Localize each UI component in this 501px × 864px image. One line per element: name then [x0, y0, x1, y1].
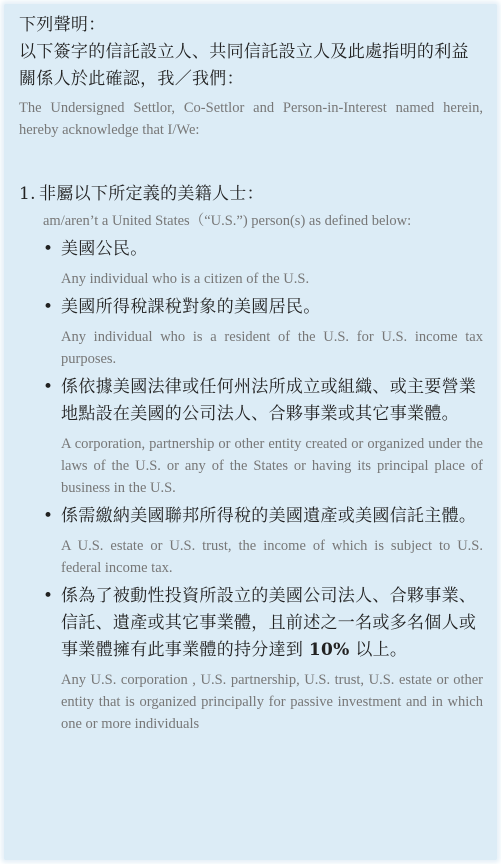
- list-item: [43, 583, 483, 735]
- intro-statement-en: The Undersigned Settlor, Co-Settlor and Person-in-Interest named herein, hereby acknowledge that I/We:: [19, 100, 483, 138]
- bullet-zh-part: 以上。: [349, 640, 408, 660]
- item-1-heading: [19, 181, 483, 208]
- bullet-zh: 係需繳納美國聯邦所得稅的美國遺產或美國信託主體。: [61, 506, 477, 526]
- bullet-icon: •: [43, 586, 54, 606]
- declaration-panel: [4, 4, 497, 860]
- us-person-definition-list: [19, 236, 483, 735]
- item-1-en: am/aren’t a United States（“U.S.”) person(s) as defined below:: [43, 213, 412, 229]
- bullet-zh: 美國所得稅課稅對象的美國居民。: [61, 297, 321, 317]
- declaration-content: [19, 4, 483, 739]
- list-item: [43, 503, 483, 579]
- bullet-en: A U.S. estate or U.S. trust, the income of which is subject to U.S. federal income tax.: [61, 538, 483, 576]
- bullet-zh: 美國公民。: [61, 239, 148, 259]
- list-item: [43, 374, 483, 499]
- bullet-icon: •: [43, 297, 54, 317]
- item-1-zh: 非屬以下所定義的美籍人士：: [39, 184, 264, 204]
- bullet-icon: •: [43, 506, 54, 526]
- list-item: [43, 294, 483, 370]
- intro-heading: 下列聲明：: [19, 15, 106, 35]
- percentage-threshold: 10%: [308, 640, 350, 660]
- bullet-zh: 係依據美國法律或任何州法所成立或組織、或主要營業地點設在美國的公司法人、合夥事業或其它事業體。: [61, 377, 477, 424]
- bullet-en: Any individual who is a citizen of the U.S.: [61, 271, 310, 287]
- item-number: 1.: [19, 184, 36, 204]
- bullet-icon: •: [43, 377, 54, 397]
- list-item: [43, 236, 483, 290]
- intro-statement-zh: 以下簽字的信託設立人、共同信託設立人及此處指明的利益關係人於此確認，我／我們：: [19, 42, 469, 89]
- bullet-zh: [61, 583, 483, 664]
- bullet-en: Any individual who is a resident of the U.S. for U.S. income tax purposes.: [61, 329, 483, 367]
- bullet-icon: •: [43, 239, 54, 259]
- bullet-zh-part: 係為了被動性投資所設立的美國公司法人、合夥事業、信託、遺產或其它事業體，且前述之一名或多名個人或事業體擁有此事業體的持分達到: [61, 586, 477, 660]
- bullet-en: Any U.S. corporation , U.S. partnership, U.S. trust, U.S. estate or other entity that is organized principally for passive investment and in which one or more individuals: [61, 672, 483, 732]
- bullet-en: A corporation, partnership or other entity created or organized under the laws of the U.S. or any of the States or having its principal place of business in the U.S.: [61, 436, 483, 496]
